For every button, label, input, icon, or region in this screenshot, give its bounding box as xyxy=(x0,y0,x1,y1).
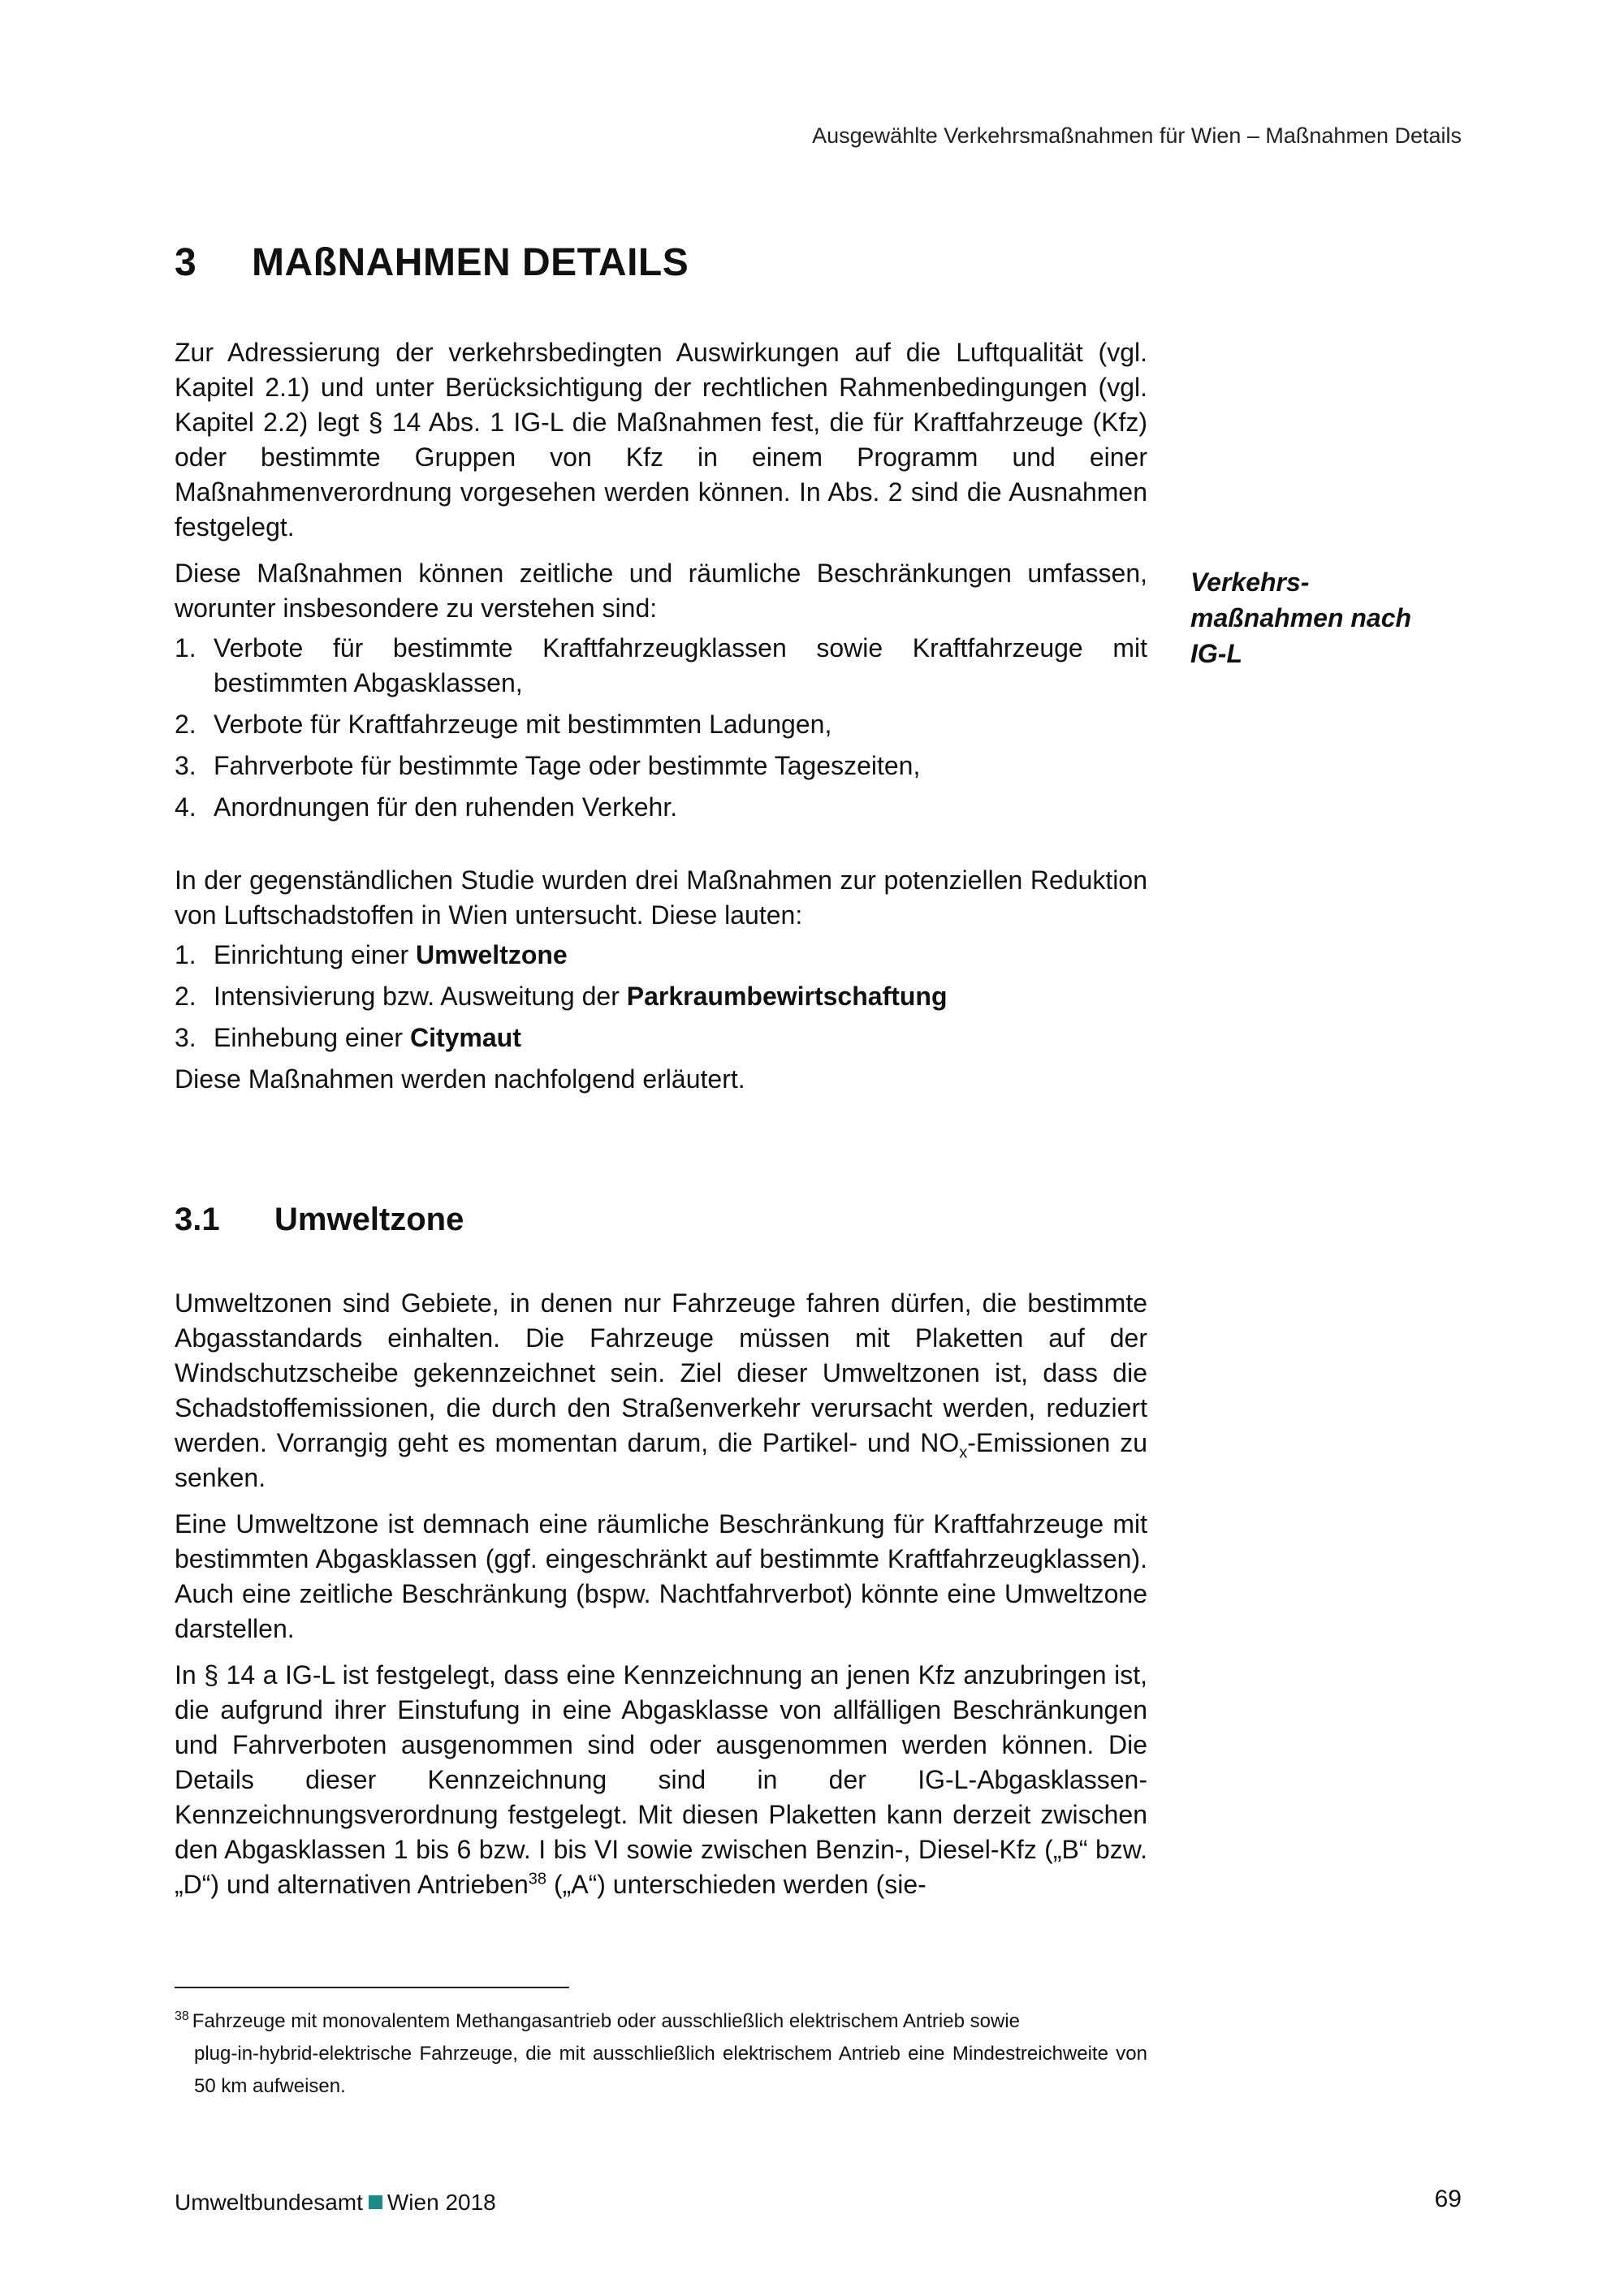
list-item: 3. Einhebung einer Citymaut xyxy=(175,1023,521,1052)
section-paragraph-2: Eine Umweltzone ist demnach eine räumliche Beschränkung für Kraftfahrzeuge mit bestimmten Abgasklassen (ggf. eingeschränkt auf bestimmte Kraftfahrzeugklassen). Auch eine zeitliche Beschränkung (bspw. Nachtfahrverbot) könnte eine Umweltzone darstellen. xyxy=(175,1509,1147,1643)
footnote: $^{38}$ Fahrzeuge mit monovalentem Methangasantrieb oder ausschließlich elektrischem Antrieb sowie plug-in-hybrid-elektrische Fahrzeuge, die mit ausschließlich elektrischem Antrieb eine Mindestreichweite von 50 km aufweisen. xyxy=(175,2009,1147,2097)
list-item: 2. Verbote für Kraftfahrzeuge mit bestimmten Ladungen, xyxy=(175,710,832,739)
list-item: 4. Anordnungen für den ruhenden Verkehr. xyxy=(175,792,678,822)
section-heading xyxy=(175,1202,464,1238)
intro-paragraph-1: Zur Adressierung der verkehrsbedingten Auswirkungen auf die Luftqualität (vgl. Kapitel 2.1) und unter Berücksichtigung der rechtlichen Rahmenbedingungen (vgl. Kapitel 2.2) legt § 14 Abs. 1 IG-L die Maßnahmen fest, die für Kraftfahrzeuge (Kfz) oder bestimmte Gruppen von Kfz in einem Programm und einer Maßnahmenverordnung vorgesehen werden können. In Abs. 2 sind die Ausnahmen festgelegt. xyxy=(175,338,1147,542)
margin-note: Verkehrs- maßnahmen nach IG-L xyxy=(1190,568,1412,668)
chapter-heading xyxy=(175,240,689,285)
intro-paragraph-3: In der gegenständlichen Studie wurden drei Maßnahmen zur potenziellen Reduktion von Luftschadstoffen in Wien untersucht. Diese lauten: xyxy=(175,865,1147,930)
restriction-list xyxy=(175,631,1147,825)
chapter-title: MAßNAHMEN DETAILS xyxy=(252,241,689,284)
section-paragraph-1: Umweltzonen sind Gebiete, in denen nur Fahrzeuge fahren dürfen, die bestimmte Abgasstandards einhalten. Die Fahrzeuge müssen mit Plaketten auf der Windschutzscheibe gekennzeichnet sein. Ziel dieser Umweltzonen ist, dass die Schadstoffemissionen, die durch den Straßenverkehr verursacht werden, reduziert werden. Vorrangig geht es momentan darum, die Partikel- und $NO_x$-Emissionen zu senken. xyxy=(175,1288,1148,1492)
intro-paragraph-4: Diese Maßnahmen werden nachfolgend erläutert. xyxy=(175,1064,745,1094)
list-item: 1. Verbote für bestimmte Kraftfahrzeugklassen sowie Kraftfahrzeuge mit bestimmten Abgasklassen, xyxy=(175,633,1147,697)
intro-block xyxy=(175,335,1147,1097)
footer-publisher: Umweltbundesamt Wien 2018 xyxy=(175,2190,496,2215)
measures-list xyxy=(175,938,1147,1055)
list-item: 3. Fahrverbote für bestimmte Tage oder bestimmte Tageszeiten, xyxy=(175,751,921,780)
section-body xyxy=(175,1286,1147,1902)
running-header: Ausgewählte Verkehrsmaßnahmen für Wien – Maßnahmen Details xyxy=(812,123,1462,148)
page-number: 69 xyxy=(1434,2186,1462,2212)
section-title: Umweltzone xyxy=(274,1202,464,1237)
square-icon xyxy=(369,2195,382,2209)
intro-paragraph-2: Diese Maßnahmen können zeitliche und räumliche Beschränkungen umfassen, worunter insbesondere zu verstehen sind: xyxy=(175,559,1147,623)
section-paragraph-3: In § 14 a IG-L ist festgelegt, dass eine Kennzeichnung an jenen Kfz anzubringen ist, die aufgrund ihrer Einstufung in eine Abgasklasse von allfälligen Beschränkungen und Fahrverboten ausgenommen sind oder ausgenommen werden können. Die Details dieser Kennzeichnung sind in der IG-L-Abgasklassen-Kennzeichnungsverordnung festgelegt. Mit diesen Plaketten kann derzeit zwischen den Abgasklassen 1 bis 6 bzw. I bis VI sowie zwischen Benzin-, Diesel-Kfz („B“ bzw. „D“) und alternativen Antrieben$^{38}$ („A“) unterschieden werden (sie- xyxy=(175,1660,1147,1899)
footnote-divider xyxy=(175,1987,569,1988)
footnote-reference[interactable]: 38 xyxy=(528,1870,547,1888)
section-number: 3.1 xyxy=(175,1202,220,1237)
footnote-mark: 38 xyxy=(175,2009,189,2023)
list-item: 2. Intensivierung bzw. Ausweitung der Parkraumbewirtschaftung xyxy=(175,982,948,1011)
chapter-number: 3 xyxy=(175,241,197,284)
list-item: 1. Einrichtung einer Umweltzone xyxy=(175,940,568,969)
